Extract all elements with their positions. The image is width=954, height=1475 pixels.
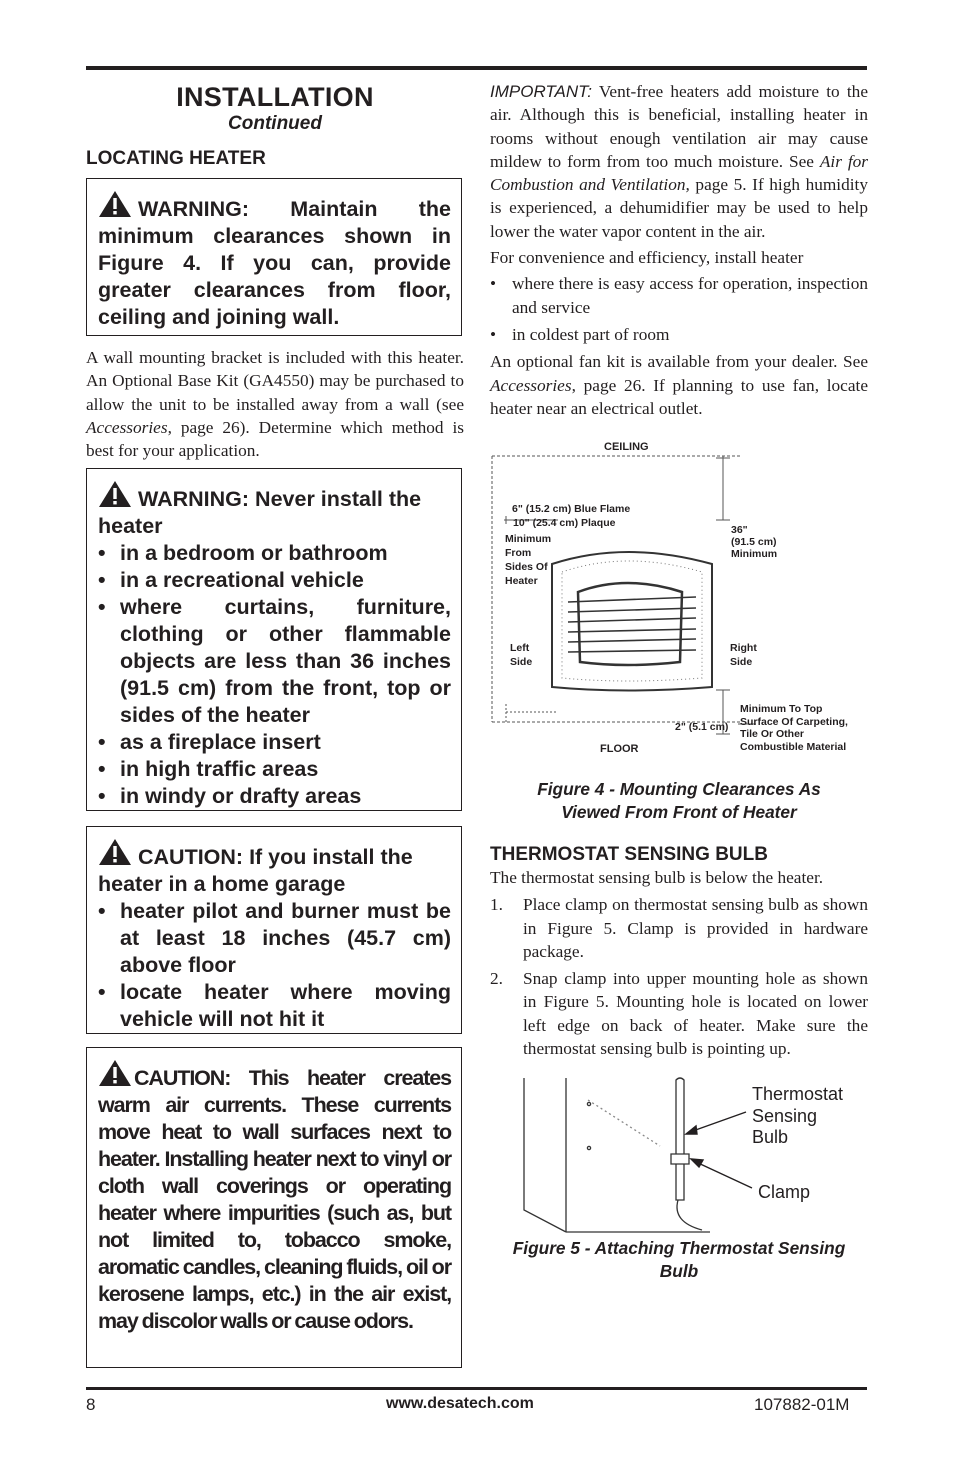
right-side-label: Right Side: [730, 642, 757, 668]
important-label: IMPORTANT:: [490, 82, 592, 101]
list-item: • as a fireplace insert: [98, 729, 451, 756]
bottom-rule: [86, 1387, 867, 1390]
subsection-title: LOCATING HEATER: [86, 148, 266, 169]
document-number: 107882-01M: [754, 1395, 850, 1414]
figure-5-diagram: [490, 1070, 868, 1235]
top-clearance-label: 36" (91.5 cm) Minimum: [731, 524, 778, 560]
list-item: • where there is easy access for operation, inspection and service: [490, 272, 868, 319]
fan-kit-paragraph: An optional fan kit is available from your dealer. See Accessories, page 26. If planning to use fan, locate heater near an electrical outlet.: [490, 352, 868, 418]
min-from-sides-label: Minimum From Sides Of Heater: [505, 533, 552, 587]
important-paragraph: IMPORTANT: Vent-free heaters add moisture to the air. Although this is beneficial, installing heater in rooms without enough ventilation air may cause mildew to form from too much moisture. See Air for Combustion and Ventilation, page 5. If high humidity is experienced, a dehumidifier may be used to help lower the water vapor content in the air.: [490, 82, 869, 241]
callout-arrows: [686, 1112, 752, 1188]
caution-currents-text: CAUTION: This heater creates warm air currents. These currents move heat to wall surfaces next to heater. Installing heater next to vinyl or cloth wall coverings or operating heater where impurities (such as, but not limited to, tobacco smoke, aromatic candles, cleaning fluids, oil or kerosene lamps, etc.) in the air exist, may discolor walls or cause odors.: [98, 1066, 451, 1333]
figure-5-caption: Figure 5 - Attaching Thermostat Sensing Bulb: [512, 1238, 846, 1281]
floor-label: FLOOR: [600, 743, 639, 755]
wall-bracket-paragraph: A wall mounting bracket is included with this heater. An Optional Base Kit (GA4550) may be purchased to allow the unit to be installed away from a wall (see Accessories, page 26). Determine which method is best for your application.: [86, 348, 464, 461]
list-item: 2. Snap clamp into upper mounting hole as shown in Figure 5. Mounting hole is located on lower left edge on back of heater. Make sure the thermostat sensing bulb is pointing up.: [490, 969, 868, 1059]
garage-list: [98, 898, 451, 1033]
list-item: • in a bedroom or bathroom: [98, 540, 451, 567]
side-label-line2: 10" (25.4 cm) Plaque: [513, 517, 616, 529]
list-item: • in a recreational vehicle: [98, 567, 451, 594]
never-install-list: [98, 540, 451, 810]
thermostat-title: THERMOSTAT SENSING BULB: [490, 844, 768, 865]
warning-icon: [98, 838, 132, 866]
top-dimension: [716, 456, 730, 520]
warning-clearances-text: WARNING: Maintain the minimum clearances shown in Figure 4. If you can, provide greater clearances from floor, ceiling and joining wall.: [98, 197, 451, 329]
side-label-line1: 6" (15.2 cm) Blue Flame: [512, 503, 631, 515]
list-item: • where curtains, furniture, clothing or other flammable objects are less than 36 inches (91.5 cm) from the front, top or sides of the heater: [98, 594, 451, 729]
top-rule: [86, 66, 867, 70]
list-item: • in coldest part of room: [490, 323, 868, 346]
bulb-label: Thermostat Sensing Bulb: [752, 1084, 844, 1147]
left-column: [86, 80, 464, 1333]
left-side-label: Left Side: [510, 642, 533, 668]
warning-icon: [98, 1059, 132, 1087]
list-item: • heater pilot and burner must be at least 18 inches (45.7 cm) above floor: [98, 898, 451, 979]
website-link[interactable]: www.desatech.com: [386, 1395, 534, 1412]
convenience-intro: For convenience and efficiency, install heater: [490, 248, 804, 268]
air-combustion-ref: Air for Combustion and Ventilation,: [490, 151, 869, 195]
page-number: 8: [86, 1395, 96, 1414]
thermostat-section: [490, 844, 868, 1060]
list-item: • locate heater where moving vehicle will not hit it: [98, 979, 451, 1033]
thermostat-intro: The thermostat sensing bulb is below the heater.: [490, 868, 824, 887]
right-column: [490, 80, 868, 420]
figure-4-diagram: [486, 432, 870, 772]
warning-clearances-box: [86, 178, 462, 336]
warning-never-install-box: [86, 468, 462, 811]
warning-icon: [98, 190, 132, 218]
caution-garage-heading: CAUTION: If you install the heater in a home garage: [98, 845, 413, 896]
section-continued: Continued: [228, 113, 322, 134]
section-title: INSTALLATION: [176, 82, 374, 112]
caution-garage-box: [86, 826, 462, 1034]
warning-never-install-heading: WARNING: Never install the heater: [98, 487, 422, 538]
accessories-ref: Accessories: [490, 375, 572, 395]
list-item: • in windy or drafty areas: [98, 783, 451, 810]
list-item: 1. Place clamp on thermostat sensing bulb as shown in Figure 5. Clamp is provided in hardware package.: [490, 895, 868, 961]
clamp-label: Clamp: [758, 1182, 811, 1202]
ceiling-label: CEILING: [604, 441, 649, 453]
min-to-top-label: Minimum To Top Surface Of Carpeting, Tile Or Other Combustible Material: [740, 703, 848, 753]
list-item: • in high traffic areas: [98, 756, 451, 783]
caution-currents-box: [86, 1047, 462, 1368]
heater-illustration: [552, 552, 712, 691]
bottom-dimension-label: 2" (5.1 cm): [675, 721, 729, 733]
figure-4-caption: Figure 4 - Mounting Clearances As Viewed From Front of Heater: [537, 779, 821, 822]
accessories-ref: Accessories: [86, 417, 168, 437]
warning-icon: [98, 480, 132, 508]
sensing-bulb-illustration: [671, 1078, 702, 1230]
